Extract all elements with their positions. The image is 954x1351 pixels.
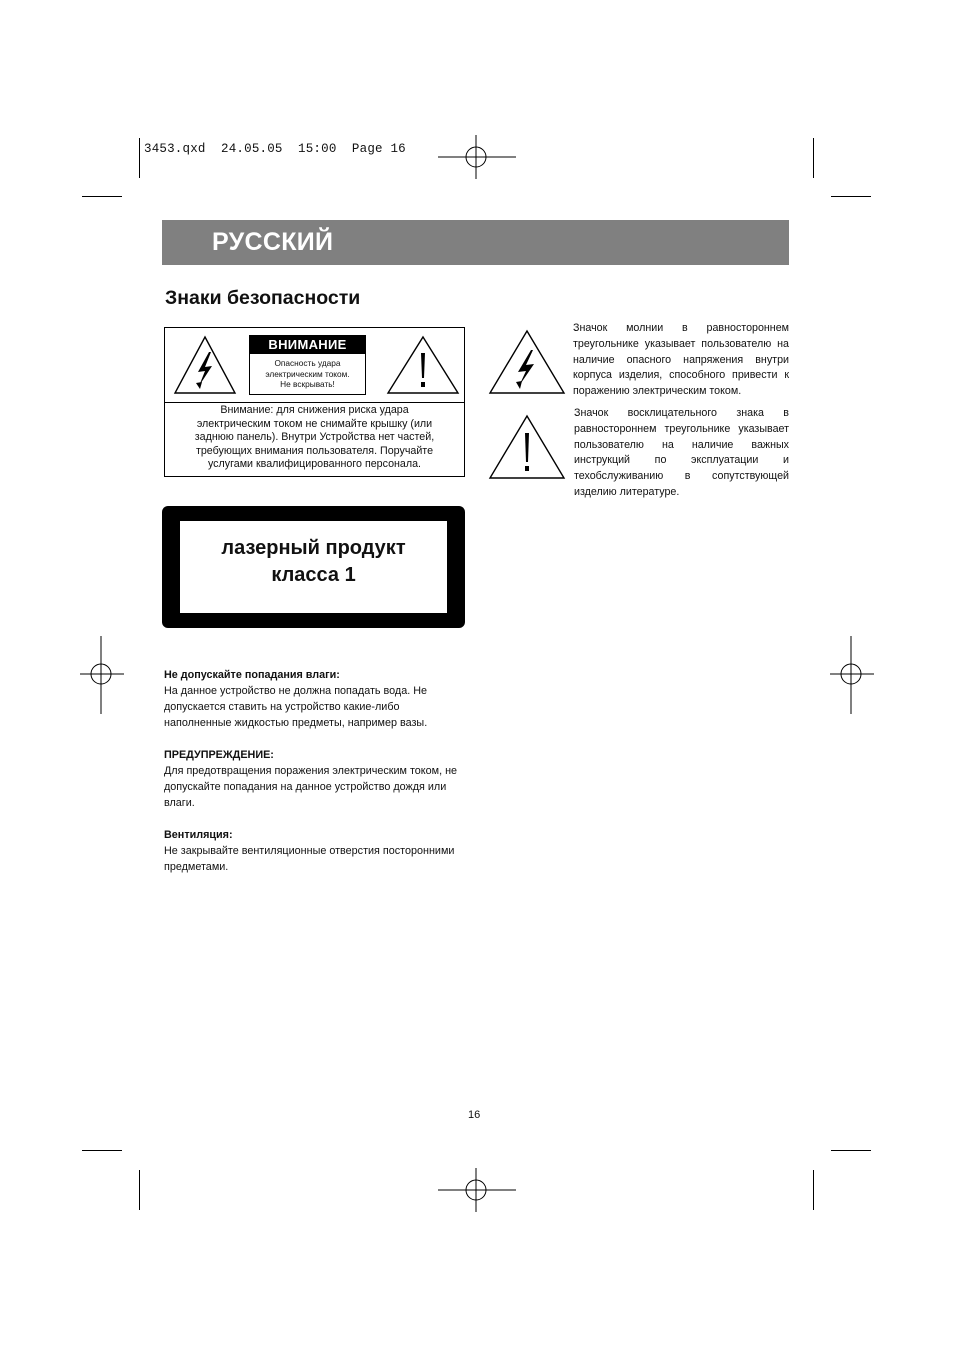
registration-mark-icon	[438, 135, 516, 179]
attention-badge-line: Опасность удара	[274, 358, 341, 368]
laser-label-line: класса 1	[271, 564, 356, 586]
print-slug: 3453.qxd 24.05.05 15:00 Page 16	[144, 142, 406, 156]
crop-mark	[813, 1170, 814, 1210]
laser-label-line: лазерный продукт	[221, 537, 406, 559]
caution-text-line: Внимание: для снижения риска удара	[220, 404, 409, 416]
caution-text	[165, 404, 464, 472]
crop-mark	[831, 1150, 871, 1151]
exclamation-symbol-description: Значок восклицательного знака в равностороннем треугольнике указывает пользователю на наличие важных инструкций по эксплуатации и техобслуживанию в сопутствующей изделию литературе.	[574, 407, 789, 498]
lightning-symbol-description: Значок молнии в равностороннем треугольнике указывает пользователю на наличие опасного напряжения внутри корпуса изделия, способного привести к поражению электрическим током.	[573, 322, 789, 398]
exclamation-triangle-icon	[385, 334, 461, 396]
note-body: Не закрывайте вентиляционные отверстия посторонними предметами.	[164, 845, 455, 873]
language-header-bar	[162, 220, 789, 265]
attention-badge	[249, 335, 366, 395]
page-number: 16	[468, 1109, 481, 1121]
section-title: Знаки безопасности	[165, 287, 361, 309]
registration-mark-icon	[830, 636, 874, 714]
crop-mark	[139, 1170, 140, 1210]
caution-text-line: услугами квалифицированного персонала.	[207, 458, 422, 471]
attention-badge-line: Не вскрывать!	[280, 379, 335, 389]
safety-notes	[164, 667, 464, 891]
registration-mark-icon	[80, 636, 124, 714]
lightning-triangle-icon	[487, 328, 567, 396]
laser-label	[162, 506, 465, 628]
crop-mark	[831, 196, 871, 197]
note-heading: Не допускайте попадания влаги:	[164, 669, 340, 681]
attention-badge-heading: ВНИМАНИЕ	[250, 336, 365, 354]
registration-mark-icon	[438, 1168, 516, 1212]
note-body: Для предотвращения поражения электрическим током, не допускайте попадания на данное устройство дождя или влаги.	[164, 765, 458, 809]
caution-text-line: заднюю панель). Внутри Устройства нет частей,	[194, 431, 435, 444]
caution-text-line: электрическим током не снимайте крышку (или	[196, 417, 433, 430]
note-body: На данное устройство не должна попадать вода. Не допускается ставить на устройство какие-либо наполненные жидкостью предметы, например вазы.	[164, 685, 428, 729]
crop-mark	[82, 1150, 122, 1151]
note-heading: Вентиляция:	[164, 829, 233, 841]
crop-mark	[82, 196, 122, 197]
exclamation-triangle-icon	[487, 413, 567, 481]
attention-badge-line: электрическим током.	[265, 368, 350, 379]
caution-label	[164, 327, 465, 477]
language-title: РУССКИЙ	[212, 228, 334, 256]
lightning-triangle-icon	[172, 334, 238, 396]
caution-text-line: требующих внимания пользователя. Поручайте	[195, 444, 434, 457]
crop-mark	[813, 138, 814, 178]
note-heading: ПРЕДУПРЕЖДЕНИЕ:	[164, 749, 274, 761]
crop-mark	[139, 138, 140, 178]
